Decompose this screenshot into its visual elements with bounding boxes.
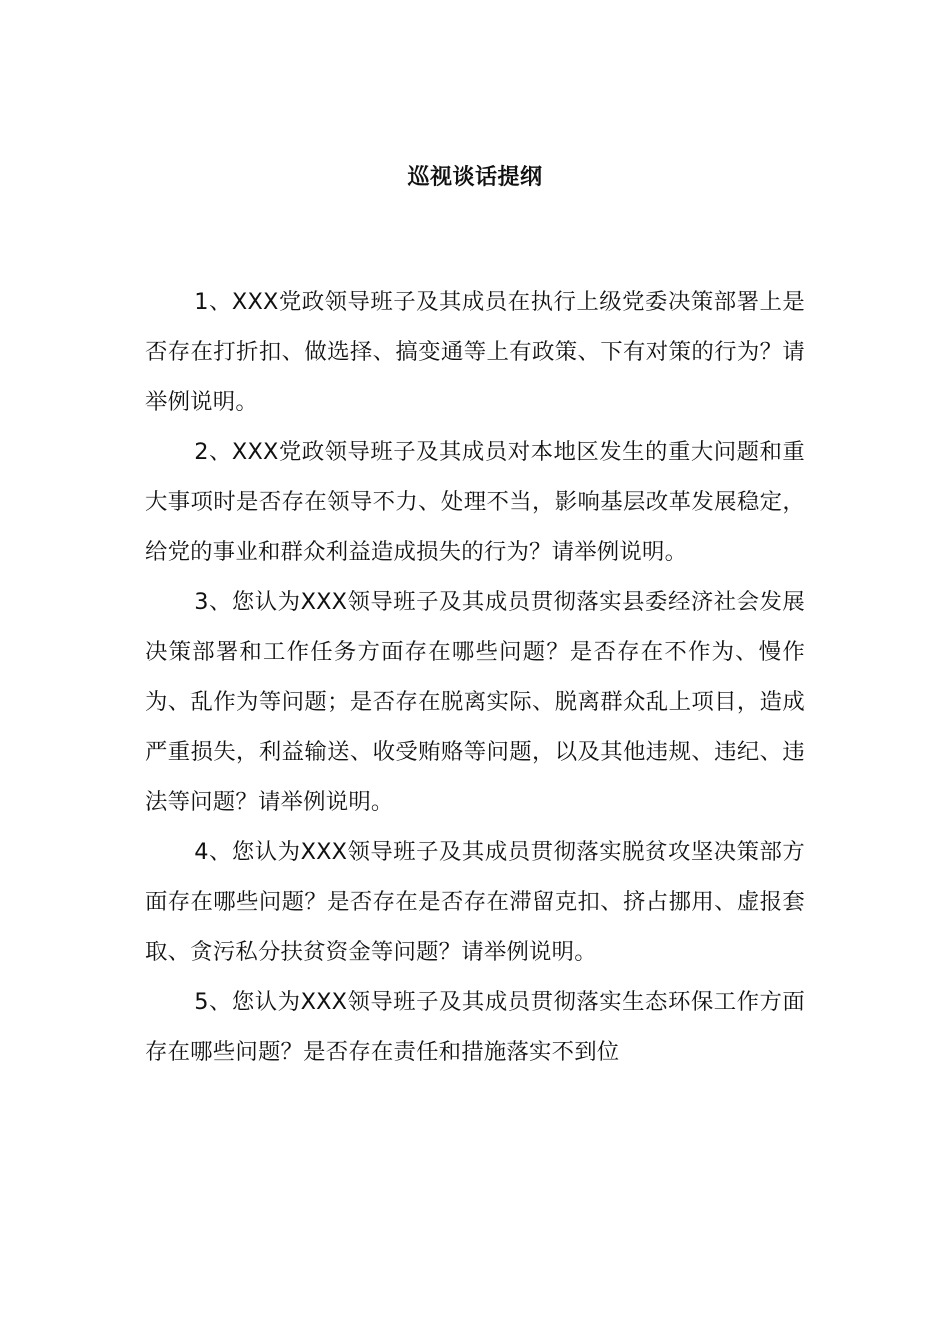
paragraph-5: 5、您认为XXX领导班子及其成员贯彻落实生态环保工作方面存在哪些问题？是否存在责任和措施落实不到位 — [145, 989, 805, 1065]
paragraph-3: 3、您认为XXX领导班子及其成员贯彻落实县委经济社会发展决策部署和工作任务方面存在哪些问题？是否存在不作为、慢作为、乱作为等问题；是否存在脱离实际、脱离群众乱上项目，造成严重损失，利益输送、收受贿赂等问题，以及其他违规、违纪、违法等问题？请举例说明。 — [145, 589, 805, 815]
paragraph-1: 1、XXX党政领导班子及其成员在执行上级党委决策部署上是否存在打折扣、做选择、搞变通等上有政策、下有对策的行为？请举例说明。 — [145, 289, 805, 415]
document-title: 巡视谈话提纲 — [407, 165, 543, 190]
paragraph-2: 2、XXX党政领导班子及其成员对本地区发生的重大问题和重大事项时是否存在领导不力、处理不当，影响基层改革发展稳定，给党的事业和群众利益造成损失的行为？请举例说明。 — [145, 439, 805, 565]
paragraph-4: 4、您认为XXX领导班子及其成员贯彻落实脱贫攻坚决策部方面存在哪些问题？是否存在是否存在滞留克扣、挤占挪用、虚报套取、贪污私分扶贫资金等问题？请举例说明。 — [145, 839, 805, 965]
document-body — [145, 277, 805, 1077]
